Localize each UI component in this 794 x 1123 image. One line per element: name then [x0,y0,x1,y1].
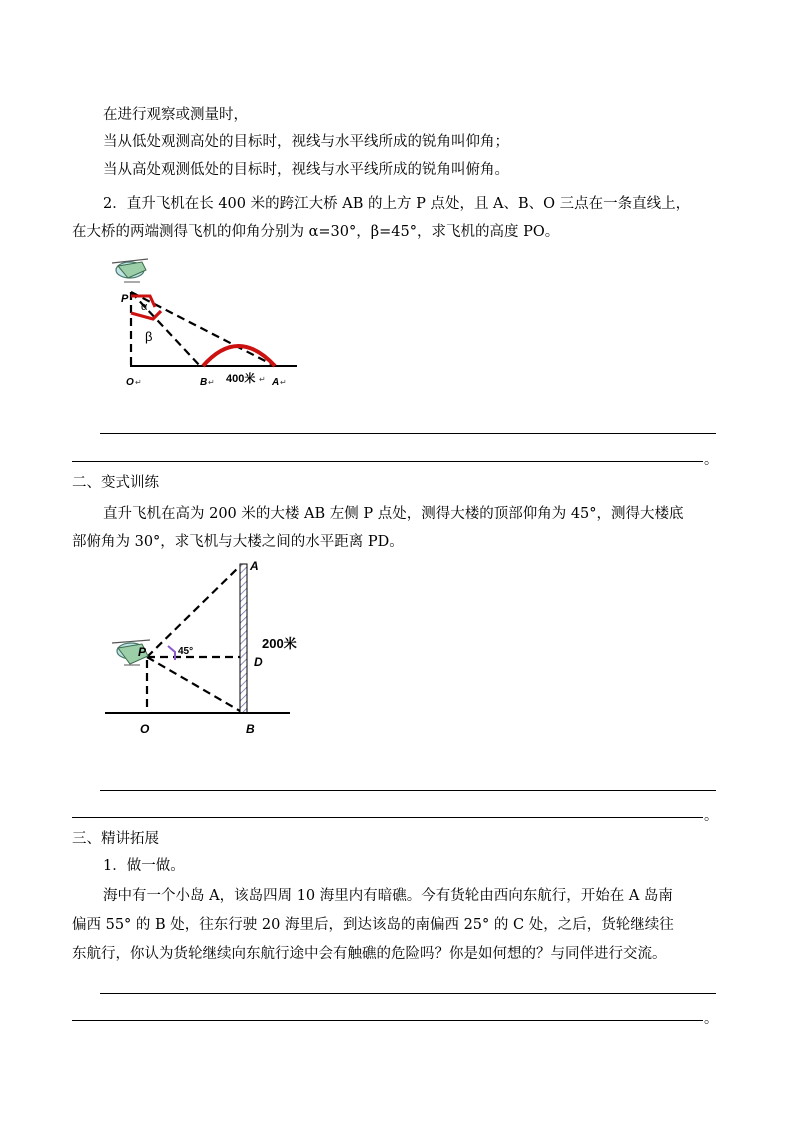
label-o: O [140,722,150,736]
problem2-line-2: 在大桥的两端测得飞机的仰角分别为 α=30°，β=45°，求飞机的高度 PO。 [72,224,560,240]
label-bridge-length: 400米 [226,373,256,385]
section3-heading: 三、精讲拓展 [72,831,159,847]
label-a: A [250,559,259,573]
label-beta: β [145,329,153,344]
building-ab [240,564,247,713]
answer-line[interactable] [72,817,703,818]
label-p: P [121,293,129,305]
label-height: 200米 [262,636,297,651]
mark-a: ↵ [280,378,287,387]
label-b: B [200,377,208,388]
section3-line-1: 海中有一个小岛 A，该岛四周 10 海里内有暗礁。今有货轮由西向东航行，开始在 A 岛南 [103,888,673,904]
section2-line-1: 直升飞机在高为 200 米的大楼 AB 左侧 P 点处，测得大楼的顶部仰角为 45°，测得大楼底 [103,506,684,522]
label-angle-45: 45° [178,646,194,657]
label-alpha: α [141,301,148,313]
answer-line[interactable] [100,993,716,994]
mark-bridge: ↵ [259,375,266,384]
problem2-line-1: 2．直升飞机在长 400 米的跨江大桥 AB 的上方 P 点处，且 A、B、O 三点在一条直线上， [103,196,691,212]
intro-line-2: 当从低处观测高处的目标时，视线与水平线所成的锐角叫仰角； [103,134,509,150]
section3-subheading: 1．做一做。 [103,858,185,874]
intro-line-1: 在进行观察或测量时， [103,107,248,123]
sightline-pb [147,657,240,711]
section3-line-2: 偏西 55° 的 B 处，往东行驶 20 海里后，到达该岛的南偏西 25° 的 C 处，之后，货轮继续往 [72,917,674,933]
answer-end-mark: 。 [704,1011,718,1027]
label-d: D [254,655,263,669]
label-b: B [246,722,255,736]
answer-line[interactable] [100,790,716,791]
section3-line-3: 东航行，你认为货轮继续向东航行途中会有触礁的危险吗？你是如何想的？与同伴进行交流。 [72,946,667,962]
mark-b: ↵ [208,378,215,387]
label-o: O [126,377,134,388]
section2-heading: 二、变式训练 [72,475,159,491]
label-p: P [138,645,147,659]
answer-end-mark: 。 [704,808,718,824]
label-a: A [272,377,280,388]
section2-line-2: 部俯角为 30°，求飞机与大楼之间的水平距离 PD。 [72,534,404,550]
mark-o: ↵ [135,378,142,387]
answer-line[interactable] [72,1020,703,1021]
sightline-pa [147,566,240,657]
answer-end-mark: 。 [704,452,718,468]
intro-line-3: 当从高处观测低处的目标时，视线与水平线所成的锐角叫俯角。 [103,162,509,178]
